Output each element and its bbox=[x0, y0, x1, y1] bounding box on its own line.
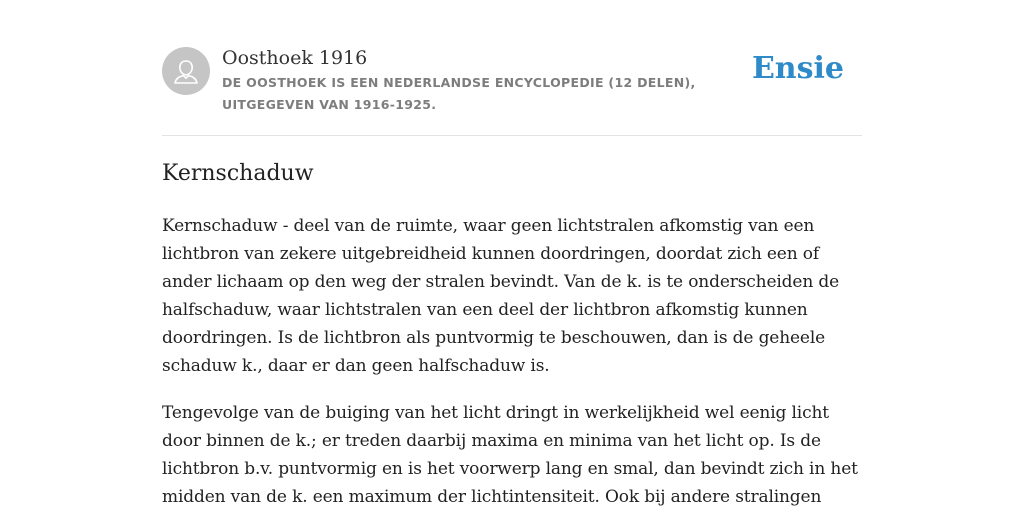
source-header bbox=[162, 44, 862, 136]
article-body bbox=[162, 212, 872, 512]
header-divider bbox=[162, 135, 862, 136]
ensie-logo[interactable]: Ensie bbox=[751, 51, 844, 86]
article-paragraph: Kernschaduw - deel van de ruimte, waar geen lichtstralen afkomstig van een lichtbron van zekere uitgebreidheid kunnen doordringen, doordat zich een of ander lichaam op den weg der stralen bevindt. Van de k. is te onderscheiden de halfschaduw, waar lichtstralen van een deel der lichtbron afkomstig kunnen doordringen. Is de lichtbron als puntvormig te beschouwen, dan is de geheele schaduw k., daar er dan geen halfschaduw is. bbox=[162, 216, 840, 376]
source-name[interactable]: Oosthoek 1916 bbox=[222, 47, 368, 69]
source-description: DE OOSTHOEK IS EEN NEDERLANDSE ENCYCLOPEDIE (12 DELEN), UITGEGEVEN VAN 1916-1925. bbox=[222, 75, 696, 112]
article-paragraph: Tengevolge van de buiging van het licht dringt in werkelijkheid wel eenig licht door binnen de k.; er treden daarbij maxima en minima van het licht op. Is de lichtbron b.v. puntvormig en is het voorwerp lang en smal, dan bevindt zich in het midden van de k. een maximum der lichtintensiteit. Ook bij andere stralingen bbox=[162, 403, 858, 507]
user-silhouette-icon[interactable] bbox=[162, 47, 210, 95]
article-title: Kernschaduw bbox=[162, 161, 314, 186]
